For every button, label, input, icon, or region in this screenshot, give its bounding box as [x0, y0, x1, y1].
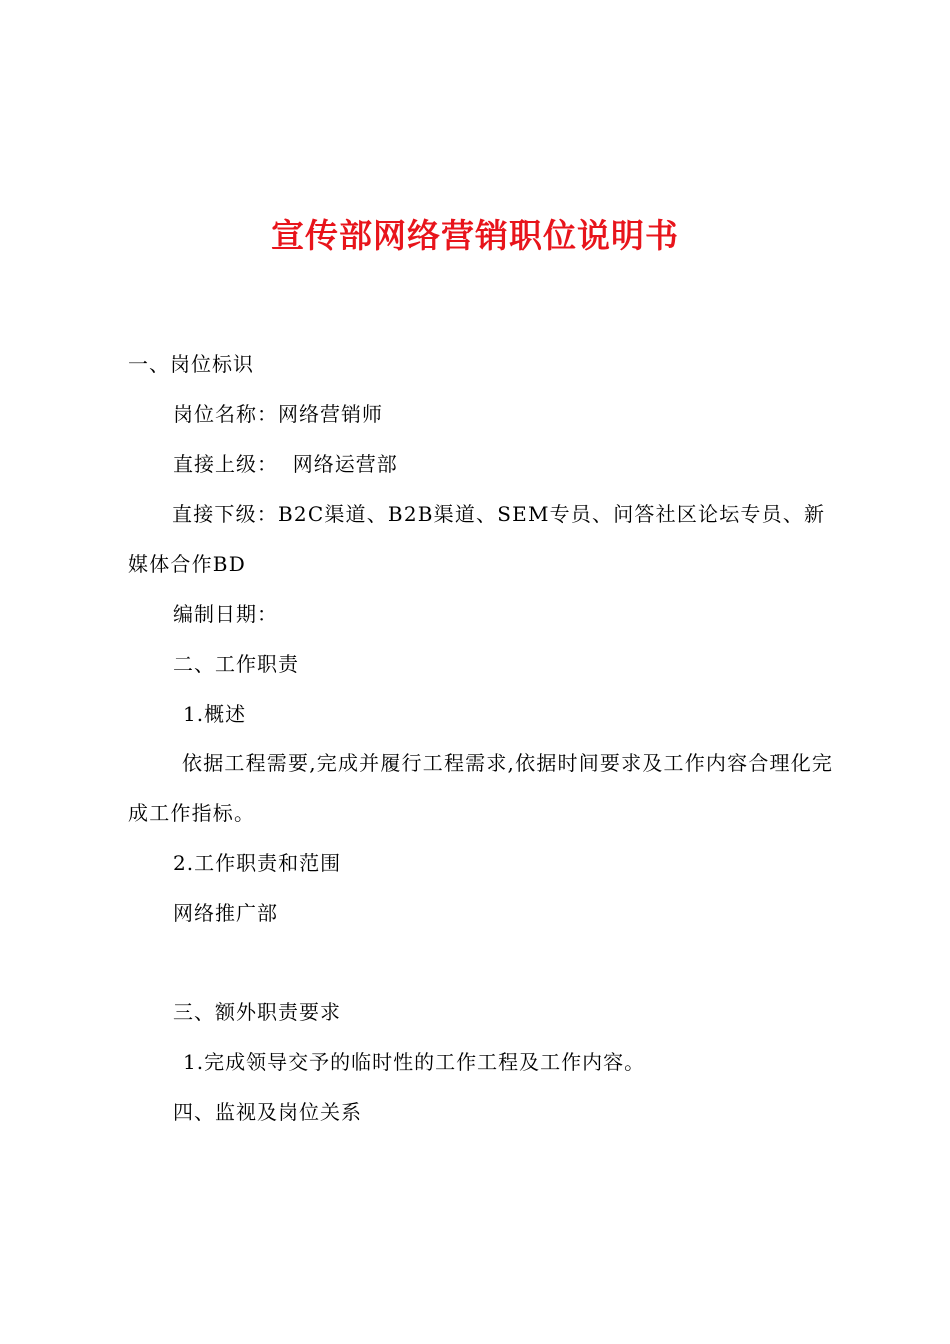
document-title: 宣传部网络营销职位说明书	[271, 216, 679, 255]
direct-subordinates: 直接下级：B2C渠道、B2B渠道、SEM专员、问答社区论坛专员、新媒体合作BD	[128, 502, 826, 576]
section-heading-extra-duties: 三、额外职责要求	[173, 1000, 341, 1024]
section-heading-position-identity: 一、岗位标识	[128, 352, 254, 376]
section-heading-duties: 二、工作职责	[173, 652, 299, 676]
compile-date: 编制日期：	[173, 602, 278, 626]
position-name: 岗位名称：网络营销师	[173, 402, 383, 426]
section-heading-supervision: 四、监视及岗位关系	[173, 1100, 362, 1124]
extra-duty-item-1: 1.完成领导交予的临时性的工作工程及工作内容。	[183, 1050, 646, 1074]
overview-heading: 1.概述	[183, 702, 247, 726]
direct-superior: 直接上级： 网络运营部	[173, 452, 398, 476]
overview-text: 依据工程需要,完成并履行工程需求,依据时间要求及工作内容合理化完成工作指标。	[128, 751, 834, 825]
scope-heading: 2.工作职责和范围	[173, 851, 342, 875]
scope-department: 网络推广部	[173, 901, 278, 925]
